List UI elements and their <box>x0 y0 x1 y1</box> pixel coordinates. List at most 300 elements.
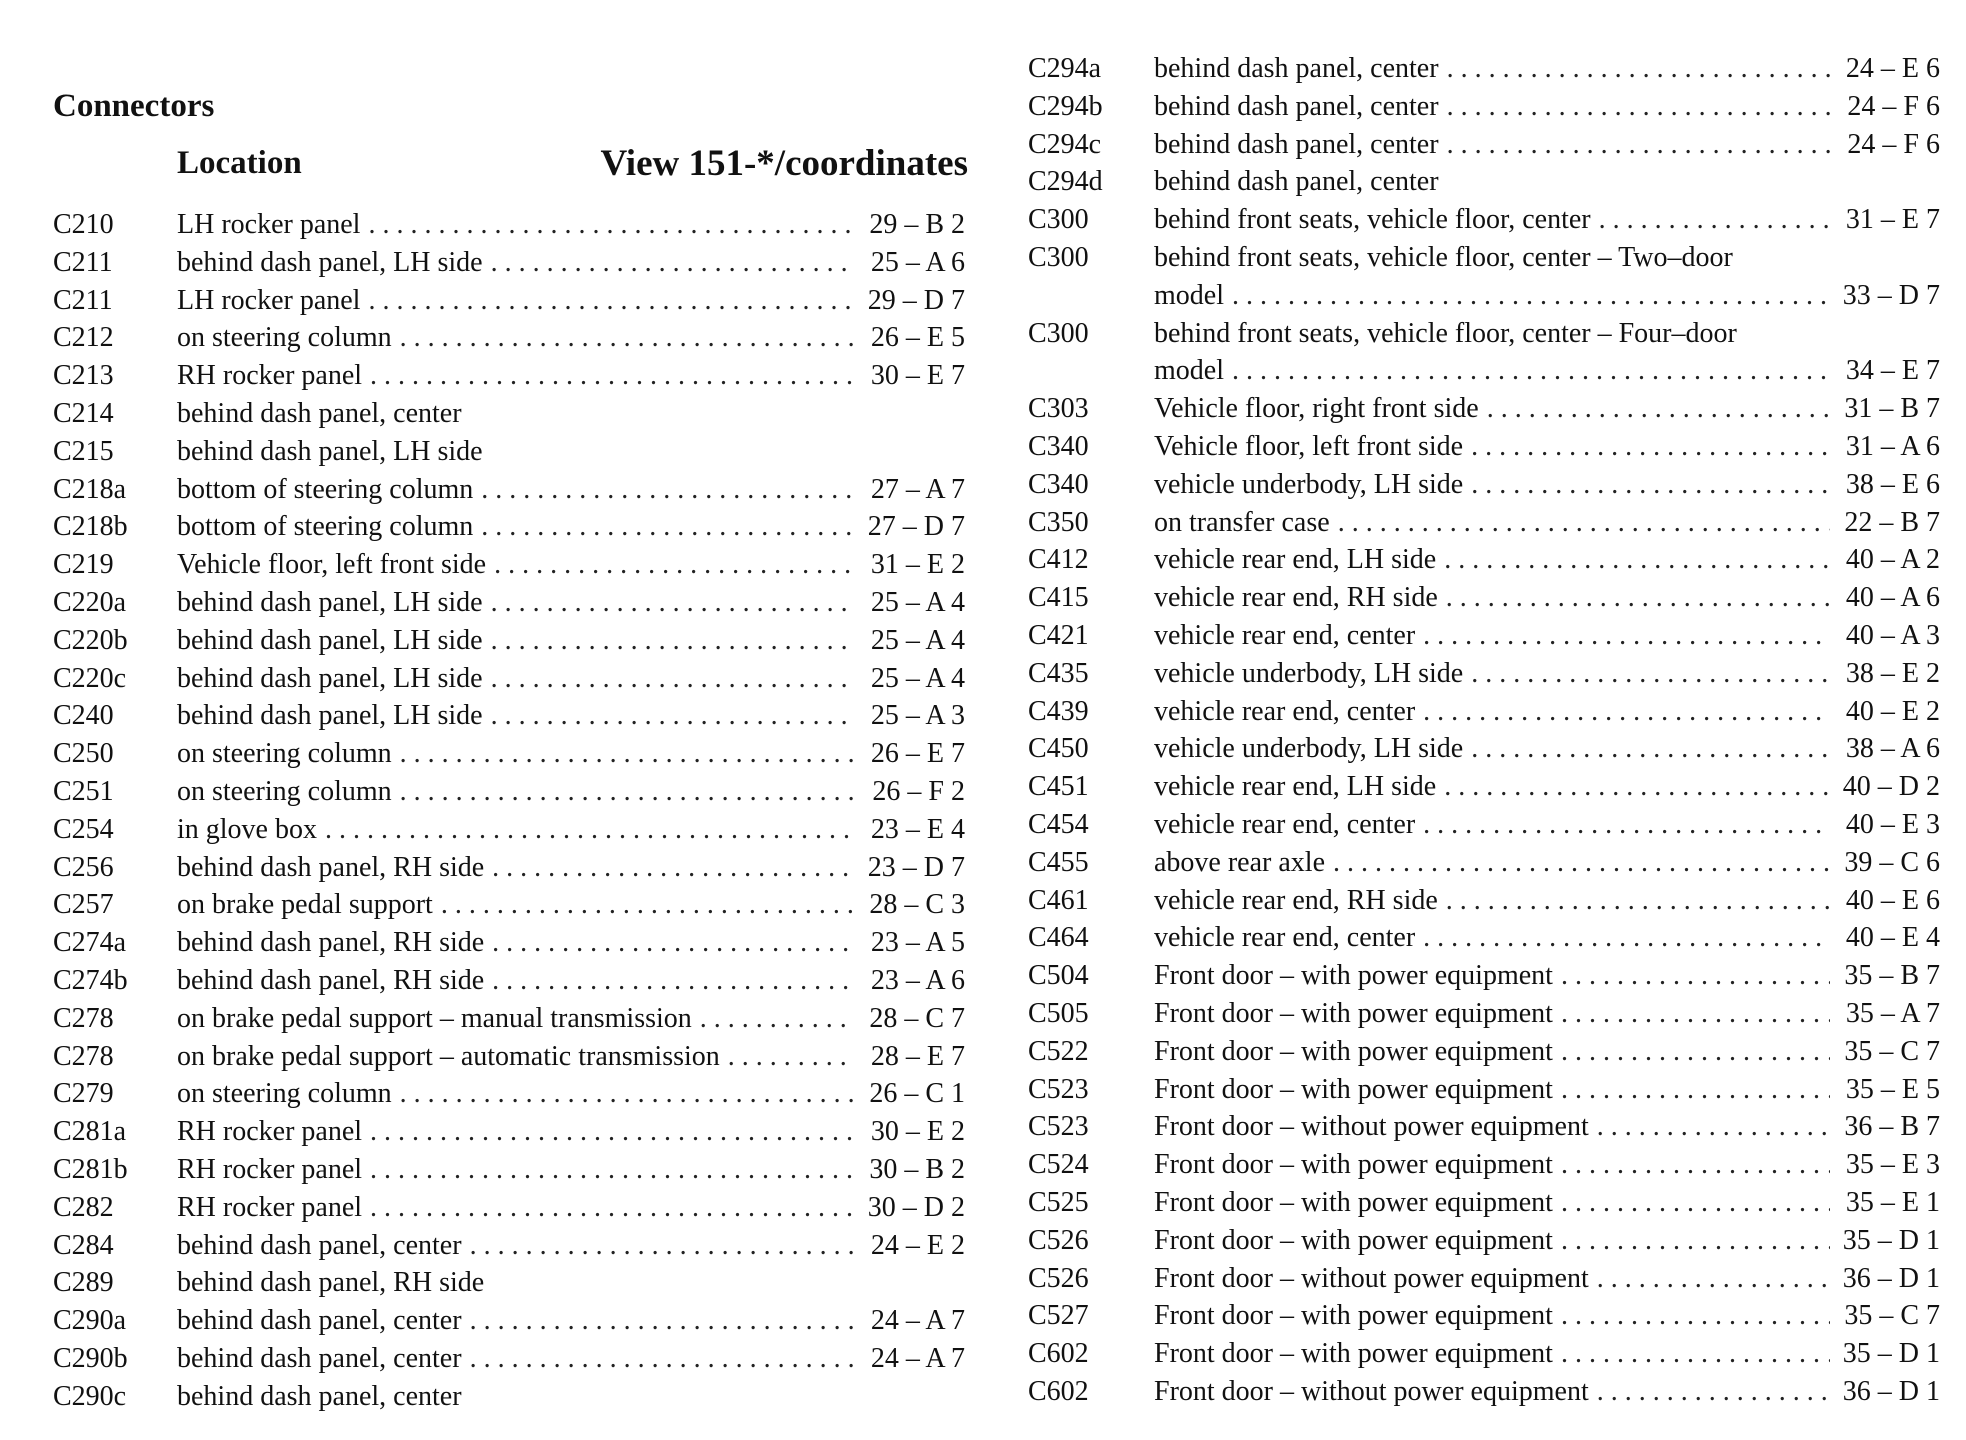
location-text: behind front seats, vehicle floor, center – Two–door <box>1154 241 1733 273</box>
connector-code: C274b <box>53 964 128 996</box>
view-coordinates: 36 – B 7 <box>1844 1111 1940 1143</box>
connector-row <box>53 546 965 584</box>
view-coordinates: 40 – E 2 <box>1845 695 1940 727</box>
location-text: behind dash panel, LH side <box>177 624 483 656</box>
location-text: behind dash panel, center <box>1154 128 1439 160</box>
location-text: on steering column <box>177 738 392 770</box>
location-text: RH rocker panel <box>177 1191 363 1223</box>
connector-code: C254 <box>53 813 114 845</box>
connector-code: C220a <box>53 586 127 618</box>
dot-leader <box>462 1302 855 1340</box>
connector-row <box>53 622 965 660</box>
connector-location <box>177 433 855 471</box>
connector-code: C300 <box>1028 204 1089 236</box>
connector-row <box>1028 730 1940 768</box>
view-coordinates: 40 – A 6 <box>1845 582 1940 614</box>
connector-row <box>1028 957 1940 995</box>
dot-leader <box>360 206 855 244</box>
connector-code: C412 <box>1028 544 1089 576</box>
connector-code: C464 <box>1028 922 1089 954</box>
location-text: Vehicle floor, left front side <box>1154 430 1464 462</box>
view-coordinates: 26 – C 1 <box>869 1078 965 1110</box>
dot-leader <box>1330 504 1830 542</box>
connector-code: C211 <box>53 246 113 278</box>
connector-location <box>1154 50 1830 88</box>
connector-location <box>177 357 855 395</box>
connector-row <box>53 1151 965 1189</box>
dot-leader <box>1553 1297 1830 1335</box>
connector-row <box>1028 1108 1940 1146</box>
connector-code: C218b <box>53 511 128 543</box>
connector-row <box>53 1227 965 1265</box>
location-text: behind dash panel, LH side <box>177 435 483 467</box>
connector-location <box>177 584 855 622</box>
location-text: vehicle rear end, LH side <box>1154 771 1437 803</box>
connector-location <box>1154 1260 1830 1298</box>
location-text: Front door – with power equipment <box>1154 1186 1553 1218</box>
connector-location <box>177 1113 855 1151</box>
connector-code: C281b <box>53 1153 128 1185</box>
connector-location <box>1154 806 1830 844</box>
connector-code: C523 <box>1028 1073 1089 1105</box>
view-coordinates: 25 – A 4 <box>870 586 965 618</box>
connector-location <box>177 244 855 282</box>
dot-leader <box>317 811 855 849</box>
connector-code: C282 <box>53 1191 114 1223</box>
dot-leader <box>1436 768 1830 806</box>
view-coordinates: 35 – E 1 <box>1845 1186 1940 1218</box>
connector-row <box>1028 541 1940 579</box>
connector-row <box>53 1038 965 1076</box>
connector-row <box>1028 882 1940 920</box>
connector-location <box>177 319 855 357</box>
connector-row <box>53 773 965 811</box>
connector-row <box>1028 163 1940 201</box>
connector-row <box>53 319 965 357</box>
location-text: vehicle rear end, center <box>1154 619 1416 651</box>
location-text: behind dash panel, RH side <box>177 1267 485 1299</box>
view-coordinates: 24 – A 7 <box>870 1305 965 1337</box>
connector-row <box>1028 579 1940 617</box>
view-coordinates: 35 – A 7 <box>1845 997 1940 1029</box>
connector-location <box>1154 1146 1830 1184</box>
location-text: behind dash panel, center <box>1154 166 1439 198</box>
dot-leader <box>483 697 855 735</box>
connector-row <box>1028 1222 1940 1260</box>
view-coordinates: 24 – E 6 <box>1845 53 1940 84</box>
connector-location <box>177 395 855 433</box>
connector-location <box>177 660 855 698</box>
connector-row <box>1028 466 1940 504</box>
connector-code: C214 <box>53 397 114 429</box>
location-text: on transfer case <box>1154 506 1330 538</box>
dot-leader <box>1415 919 1830 957</box>
location-text: vehicle rear end, center <box>1154 808 1416 840</box>
connector-code: C435 <box>1028 657 1089 689</box>
dot-leader <box>1589 1373 1830 1411</box>
connector-location <box>1154 768 1830 806</box>
connector-row <box>53 1189 965 1227</box>
connector-code: C212 <box>53 322 114 354</box>
view-coordinates: 31 – B 7 <box>1844 393 1940 425</box>
location-text: Front door – with power equipment <box>1154 997 1553 1029</box>
connector-code: C439 <box>1028 695 1089 727</box>
view-coordinates: 35 – E 5 <box>1845 1073 1940 1105</box>
connector-code: C256 <box>53 851 114 883</box>
dot-leader <box>1436 541 1830 579</box>
view-coordinates: 23 – A 5 <box>870 927 965 959</box>
location-text: vehicle rear end, LH side <box>1154 544 1437 576</box>
connector-code: C504 <box>1028 960 1089 992</box>
connector-row <box>53 697 965 735</box>
connector-location <box>1154 390 1830 428</box>
location-text: Front door – with power equipment <box>1154 1224 1553 1256</box>
location-text: bottom of steering column <box>177 511 474 543</box>
connector-location <box>177 849 855 887</box>
connector-code: C461 <box>1028 884 1089 916</box>
dot-leader <box>1438 579 1830 617</box>
connector-location <box>1154 1184 1830 1222</box>
connector-code: C257 <box>53 889 114 921</box>
connector-location <box>1154 315 1830 353</box>
connector-code: C602 <box>1028 1338 1089 1370</box>
location-text: Vehicle floor, right front side <box>1154 393 1479 425</box>
connector-row <box>1028 693 1940 731</box>
view-coordinates: 34 – E 7 <box>1845 355 1940 387</box>
connector-row <box>53 1264 965 1302</box>
connector-location <box>1154 919 1830 957</box>
connector-row <box>53 1340 965 1378</box>
view-coordinates: 40 – A 3 <box>1845 619 1940 651</box>
location-text: on steering column <box>177 1078 392 1110</box>
connector-code: C250 <box>53 738 114 770</box>
location-text: behind dash panel, LH side <box>177 586 483 618</box>
view-coordinates: 40 – D 2 <box>1842 771 1940 803</box>
connector-code: C303 <box>1028 393 1089 425</box>
dot-leader <box>483 584 855 622</box>
connector-row <box>53 357 965 395</box>
view-coordinates: 36 – D 1 <box>1842 1262 1940 1294</box>
connector-code: C294d <box>1028 166 1103 198</box>
connector-row <box>53 962 965 1000</box>
connector-row <box>53 924 965 962</box>
view-coordinates: 39 – C 6 <box>1844 846 1940 878</box>
left-connector-list <box>53 206 965 1416</box>
location-text: behind front seats, vehicle floor, center – Four–door <box>1154 317 1737 349</box>
dot-leader <box>462 1227 855 1265</box>
connector-code: C290c <box>53 1380 127 1412</box>
connector-row <box>53 395 965 433</box>
connector-code: C350 <box>1028 506 1089 538</box>
connector-code: C220b <box>53 624 128 656</box>
connector-code: C284 <box>53 1229 114 1261</box>
connector-row <box>53 244 965 282</box>
connector-row <box>1028 277 1940 315</box>
connector-code: C524 <box>1028 1149 1089 1181</box>
location-text: vehicle underbody, LH side <box>1154 733 1464 765</box>
view-coordinates: 26 – E 5 <box>870 322 965 354</box>
connector-location <box>177 811 855 849</box>
location-text: above rear axle <box>1154 846 1325 878</box>
dot-leader <box>483 622 855 660</box>
connector-location <box>1154 617 1830 655</box>
dot-leader <box>1553 1184 1830 1222</box>
connector-row <box>53 886 965 924</box>
connector-row <box>1028 806 1940 844</box>
connector-row <box>53 584 965 622</box>
connector-row <box>1028 844 1940 882</box>
connector-code: C251 <box>53 775 114 807</box>
connector-location <box>1154 541 1830 579</box>
location-text: behind dash panel, LH side <box>177 246 483 278</box>
view-coordinates: 38 – E 6 <box>1845 468 1940 500</box>
dot-leader <box>462 1340 855 1378</box>
location-text: behind dash panel, center <box>177 1380 462 1412</box>
location-text: behind dash panel, center <box>177 397 462 429</box>
connector-code: C218a <box>53 473 127 505</box>
connector-location <box>1154 163 1830 201</box>
view-coordinates: 31 – E 7 <box>1845 204 1940 236</box>
connector-row <box>53 849 965 887</box>
connector-row <box>1028 504 1940 542</box>
location-text: on steering column <box>177 775 392 807</box>
view-coordinates: 35 – D 1 <box>1842 1338 1940 1370</box>
connector-location <box>1154 1108 1830 1146</box>
view-coordinates: 35 – E 3 <box>1845 1149 1940 1181</box>
location-text: Front door – with power equipment <box>1154 1149 1553 1181</box>
dot-leader <box>1463 730 1830 768</box>
dot-leader <box>1589 1108 1830 1146</box>
view-coordinates: 40 – E 3 <box>1845 808 1940 840</box>
connector-row <box>1028 1071 1940 1109</box>
connector-location <box>177 773 855 811</box>
connector-code: C340 <box>1028 430 1089 462</box>
connector-code: C290a <box>53 1305 127 1337</box>
connector-code: C505 <box>1028 997 1089 1029</box>
dot-leader <box>473 508 855 546</box>
location-text: Front door – with power equipment <box>1154 1035 1553 1067</box>
view-coordinates: 28 – C 7 <box>869 1002 965 1034</box>
connector-row <box>1028 428 1940 466</box>
connector-location <box>1154 504 1830 542</box>
connector-row <box>1028 1260 1940 1298</box>
location-text: vehicle underbody, LH side <box>1154 468 1464 500</box>
connector-code: C294b <box>1028 90 1103 122</box>
dot-leader <box>720 1038 855 1076</box>
dot-leader <box>484 924 855 962</box>
view-coordinates: 35 – B 7 <box>1844 960 1940 992</box>
view-coordinates: 31 – A 6 <box>1845 430 1940 462</box>
connector-code: C278 <box>53 1002 114 1034</box>
view-coordinates: 36 – D 1 <box>1842 1375 1940 1407</box>
connector-row <box>1028 1033 1940 1071</box>
connector-code: C340 <box>1028 468 1089 500</box>
connector-row <box>1028 1184 1940 1222</box>
view-coordinates: 35 – D 1 <box>1842 1224 1940 1256</box>
connector-code: C211 <box>53 284 113 316</box>
location-text: behind dash panel, center <box>177 1305 462 1337</box>
location-text: Vehicle floor, left front side <box>177 549 487 581</box>
dot-leader <box>1224 352 1830 390</box>
connector-code: C220c <box>53 662 127 694</box>
view-coordinates: 35 – C 7 <box>1844 1300 1940 1332</box>
connector-location <box>177 622 855 660</box>
view-coordinates: 24 – F 6 <box>1847 90 1940 122</box>
connector-row <box>1028 1297 1940 1335</box>
view-coordinates: 26 – F 2 <box>872 775 965 807</box>
location-text: on brake pedal support – manual transmission <box>177 1002 692 1034</box>
location-text: LH rocker panel <box>177 209 361 240</box>
location-text: behind dash panel, center <box>1154 90 1439 122</box>
dot-leader <box>1439 126 1830 164</box>
dot-leader <box>362 357 855 395</box>
connector-location <box>1154 428 1830 466</box>
location-text: behind dash panel, center <box>177 1342 462 1374</box>
connector-code: C289 <box>53 1267 114 1299</box>
dot-leader <box>1589 1260 1830 1298</box>
location-text: on brake pedal support <box>177 889 433 921</box>
location-text: bottom of steering column <box>177 473 474 505</box>
location-text: behind dash panel, center <box>177 1229 462 1261</box>
dot-leader <box>1438 882 1830 920</box>
connector-code: C278 <box>53 1040 114 1072</box>
connector-location <box>1154 730 1830 768</box>
dot-leader <box>1439 88 1830 126</box>
connector-row <box>53 811 965 849</box>
connector-location <box>1154 352 1830 390</box>
connector-location <box>1154 995 1830 1033</box>
location-text: LH rocker panel <box>177 284 361 316</box>
connector-row <box>53 660 965 698</box>
dot-leader <box>1415 693 1830 731</box>
connector-location <box>177 962 855 1000</box>
connector-location <box>177 471 855 509</box>
location-text: behind dash panel, RH side <box>177 851 485 883</box>
connector-location <box>1154 201 1830 239</box>
location-text: behind dash panel, LH side <box>177 700 483 732</box>
dot-leader <box>433 886 855 924</box>
location-text: Front door – with power equipment <box>1154 960 1553 992</box>
dot-leader <box>362 1151 855 1189</box>
connector-location <box>1154 882 1830 920</box>
location-text: behind dash panel, RH side <box>177 964 485 996</box>
view-coordinates: 28 – C 3 <box>869 889 965 921</box>
view-coordinates-column-header: View 151-*/coordinates <box>600 143 968 184</box>
view-coordinates: 25 – A 3 <box>870 700 965 732</box>
connector-location <box>177 206 855 244</box>
view-coordinates: 40 – E 4 <box>1845 922 1940 954</box>
connector-row <box>1028 390 1940 428</box>
view-coordinates: 28 – E 7 <box>870 1040 965 1072</box>
view-coordinates: 25 – A 4 <box>870 662 965 694</box>
dot-leader <box>1415 806 1830 844</box>
connector-code: C279 <box>53 1078 114 1110</box>
connector-code: C526 <box>1028 1262 1089 1294</box>
connector-location <box>1154 239 1830 277</box>
dot-leader <box>1224 277 1830 315</box>
connector-row <box>1028 315 1940 353</box>
connector-location <box>1154 655 1830 693</box>
connector-row <box>1028 88 1940 126</box>
connector-location <box>177 1264 855 1302</box>
connector-row <box>1028 1335 1940 1373</box>
connector-location <box>1154 1222 1830 1260</box>
connector-row <box>1028 239 1940 277</box>
connector-location <box>1154 466 1830 504</box>
connector-row <box>1028 1373 1940 1411</box>
view-coordinates: 33 – D 7 <box>1842 279 1940 311</box>
connector-code: C294a <box>1028 53 1102 84</box>
connector-location <box>1154 844 1830 882</box>
view-coordinates: 24 – E 2 <box>870 1229 965 1261</box>
view-coordinates: 29 – D 7 <box>867 284 965 316</box>
connector-code: C300 <box>1028 241 1089 273</box>
connector-location <box>1154 126 1830 164</box>
dot-leader <box>483 244 855 282</box>
connector-code: C522 <box>1028 1035 1089 1067</box>
dot-leader <box>484 849 855 887</box>
connector-code: C450 <box>1028 733 1089 765</box>
connector-code: C300 <box>1028 317 1089 349</box>
view-coordinates: 30 – D 2 <box>867 1191 965 1223</box>
connector-location <box>177 1378 855 1416</box>
dot-leader <box>1553 1071 1830 1109</box>
dot-leader <box>392 1075 855 1113</box>
connector-row <box>1028 352 1940 390</box>
location-text: vehicle rear end, RH side <box>1154 884 1438 916</box>
location-text: RH rocker panel <box>177 1116 363 1148</box>
connector-row <box>53 282 965 320</box>
dot-leader <box>1591 201 1830 239</box>
connector-code: C602 <box>1028 1375 1089 1407</box>
connector-row <box>53 1000 965 1038</box>
dot-leader <box>473 471 855 509</box>
connector-code: C215 <box>53 435 114 467</box>
location-text: on brake pedal support – automatic transmission <box>177 1040 720 1072</box>
connector-location <box>177 1000 855 1038</box>
connector-code: C421 <box>1028 619 1089 651</box>
connector-code: C210 <box>53 209 114 240</box>
connector-location <box>1154 1297 1830 1335</box>
connector-row <box>1028 655 1940 693</box>
connector-row <box>1028 919 1940 957</box>
location-text: Front door – without power equipment <box>1154 1375 1589 1407</box>
view-coordinates: 25 – A 4 <box>870 624 965 656</box>
connector-row <box>1028 126 1940 164</box>
connector-row <box>53 433 965 471</box>
dot-leader <box>392 735 855 773</box>
connector-row <box>1028 1146 1940 1184</box>
connector-row <box>1028 201 1940 239</box>
view-coordinates: 24 – A 7 <box>870 1342 965 1374</box>
connector-code: C527 <box>1028 1300 1089 1332</box>
connector-code: C451 <box>1028 771 1089 803</box>
location-text: Front door – with power equipment <box>1154 1300 1553 1332</box>
view-coordinates: 40 – E 6 <box>1845 884 1940 916</box>
dot-leader <box>1553 1146 1830 1184</box>
location-text: vehicle rear end, RH side <box>1154 582 1438 614</box>
location-text: vehicle underbody, LH side <box>1154 657 1464 689</box>
location-text: on steering column <box>177 322 392 354</box>
connector-location <box>1154 88 1830 126</box>
connector-row <box>1028 768 1940 806</box>
connector-location <box>1154 579 1830 617</box>
connector-location <box>177 886 855 924</box>
view-coordinates: 38 – E 2 <box>1845 657 1940 689</box>
view-coordinates: 27 – A 7 <box>870 473 965 505</box>
view-coordinates: 30 – E 2 <box>870 1116 965 1148</box>
dot-leader <box>1553 1222 1830 1260</box>
